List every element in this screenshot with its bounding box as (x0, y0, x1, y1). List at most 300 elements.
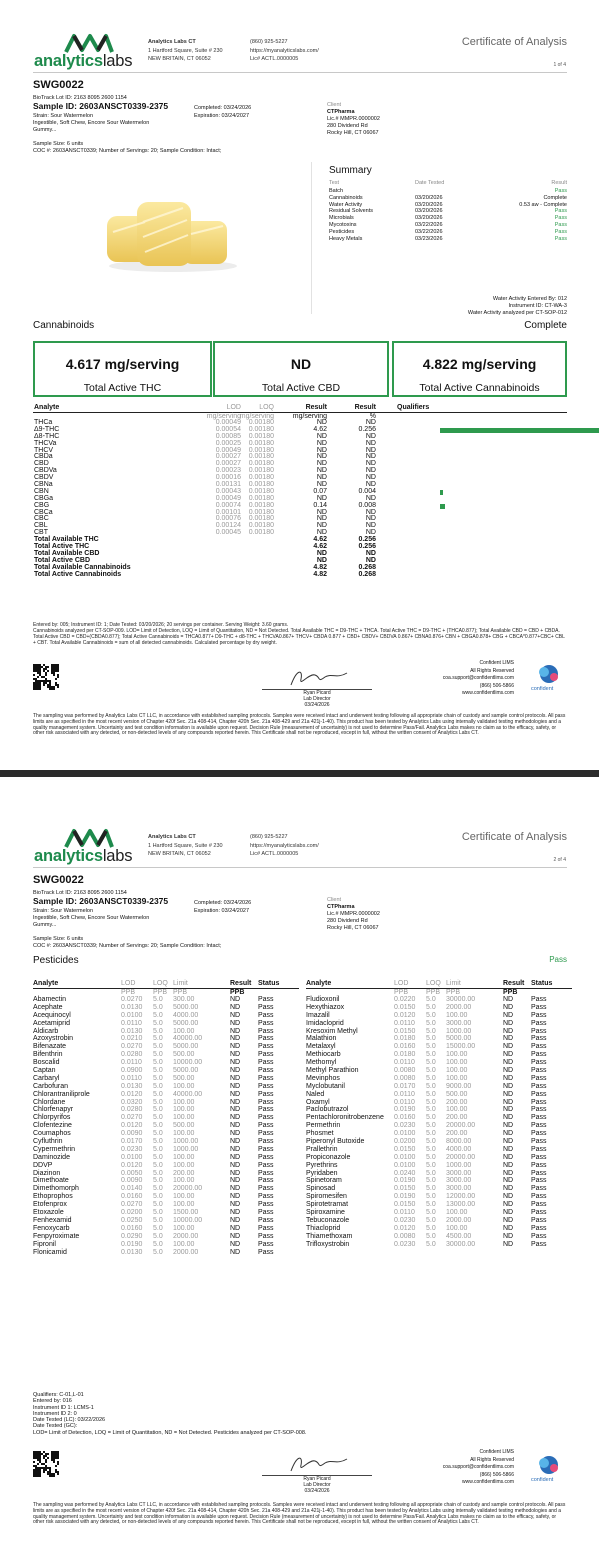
analyte-name: Captan (33, 1067, 56, 1075)
analyte-loq: 0.00180 (248, 432, 274, 440)
analyte-result: ND (230, 1082, 241, 1090)
analyte-lod: 0.0280 (121, 1106, 143, 1114)
pesticide-table-left (33, 980, 299, 1256)
analyte-lod: 0.0270 (121, 1201, 143, 1209)
analyte-name: Chlorantraniliprole (33, 1090, 90, 1098)
biotrack-lot: BioTrack Lot ID: 2163 8095 2600 1154 (33, 890, 127, 896)
lims-email-link[interactable]: coa.support@confidentlims.com (442, 675, 514, 681)
total-result: 4.62 (313, 543, 327, 551)
analyte-loq: 5.0 (153, 1153, 163, 1161)
analyte-lod: 0.0110 (121, 1059, 142, 1067)
analyte-name: Mevinphos (306, 1074, 340, 1082)
pesticides-title: Pesticides (33, 955, 79, 966)
analyte-result: ND (230, 1161, 241, 1169)
analyte-name: Daminozide (33, 1153, 70, 1161)
summary-result: 0.53 aw - Complete (519, 201, 567, 208)
header-analyte: Analyte (33, 980, 59, 987)
analyte-status: Pass (258, 1161, 274, 1169)
total-active-cbd-box: ND Total Active CBD (213, 341, 389, 397)
analyte-lod: 0.0250 (121, 1216, 143, 1224)
result-bar (440, 504, 445, 509)
analyte-name: Azoxystrobin (33, 1035, 74, 1043)
analyte-result: ND (316, 453, 327, 461)
analyte-lod: 0.0160 (394, 1043, 416, 1051)
analyte-name: Prallethrin (306, 1145, 338, 1153)
table-row (33, 1099, 299, 1107)
analyte-percent: ND (365, 522, 376, 530)
analyte-status: Pass (258, 1090, 274, 1098)
analyte-loq: 5.0 (426, 1216, 436, 1224)
analyte-loq: 5.0 (426, 1011, 436, 1019)
header-result: Result (230, 980, 252, 987)
header-loq: LOQ (426, 980, 441, 987)
analyte-name: Pyrethrins (306, 1161, 338, 1169)
analyte-limit: 100.00 (173, 1224, 195, 1232)
analyte-status: Pass (258, 1130, 274, 1138)
analyte-lod: 0.0150 (394, 1027, 416, 1035)
lims-info: Confident LIMS All Rights Reserved coa.support@confidentlims.com (866) 506-5866 www.confidentlims.com (442, 1449, 514, 1485)
unit-label: PPB (173, 989, 188, 996)
total-active-thc-box: 4.617 mg/serving Total Active THC (33, 341, 212, 397)
analyte-name: Tebuconazole (306, 1216, 350, 1224)
analyte-name: CBCa (34, 508, 53, 516)
analyte-name: CBNa (34, 481, 53, 489)
qr-code-icon[interactable] (33, 1451, 59, 1477)
analyte-limit: 9000.00 (446, 1082, 472, 1090)
confident-logo-icon: confident (531, 1455, 567, 1485)
analyte-lod: 0.0170 (121, 1138, 143, 1146)
analyte-result: ND (503, 1216, 514, 1224)
analyte-name: Spinetoram (306, 1177, 342, 1185)
analyte-status: Pass (258, 1240, 274, 1248)
table-row (306, 1043, 572, 1051)
analyte-loq: 5.0 (426, 1098, 436, 1106)
analyte-result: ND (503, 996, 514, 1003)
confident-logo-icon: confident (531, 664, 567, 694)
analyte-result: ND (503, 1003, 514, 1011)
analyte-name: Acequinocyl (33, 1011, 71, 1019)
analyte-loq: 5.0 (426, 1130, 436, 1138)
analyte-loq: 5.0 (426, 1177, 436, 1185)
sample-dates: Completed: 03/24/2026 Expiration: 03/24/2027 (194, 900, 252, 914)
analyte-percent: 0.256 (358, 425, 376, 433)
analyte-limit: 4000.00 (173, 1011, 199, 1019)
analyte-status: Pass (531, 1193, 547, 1201)
analyte-loq: 5.0 (426, 996, 436, 1003)
analyte-lod: 0.0100 (121, 1011, 143, 1019)
analyte-loq: 0.00180 (248, 481, 274, 489)
table-row (306, 1091, 572, 1099)
analyte-name: Methiocarb (306, 1051, 341, 1059)
analyte-name: Malathion (306, 1035, 337, 1043)
analyte-percent: 0.008 (358, 501, 376, 509)
analyte-limit: 2000.00 (173, 1232, 199, 1240)
lims-website-link[interactable]: www.confidentlims.com (462, 1479, 514, 1485)
analyte-lod: 0.00049 (215, 446, 241, 454)
analyte-loq: 5.0 (153, 1232, 163, 1240)
analyte-result: ND (316, 432, 327, 440)
lab-website-link[interactable]: https://myanalyticslabs.com/ (250, 47, 319, 54)
analyte-loq: 0.00180 (248, 487, 274, 495)
sample-size: Sample Size: 6 units COC #: 2603ANSCT0339; Number of Servings: 20; Sample Condition: Intact; (33, 141, 222, 154)
analyte-name: CBG (34, 501, 50, 509)
table-row (306, 1099, 572, 1107)
analyte-lod: 0.0120 (394, 1224, 416, 1232)
analyte-result: ND (503, 1019, 514, 1027)
analyte-loq: 5.0 (153, 1019, 163, 1027)
analyte-result: ND (503, 1185, 514, 1193)
table-row (33, 1162, 299, 1170)
analyte-loq: 0.00180 (248, 529, 274, 537)
analyte-status: Pass (258, 1232, 274, 1240)
total-name: Total Active THC (34, 543, 90, 551)
analyte-limit: 100.00 (446, 1224, 468, 1232)
analyte-lod: 0.0210 (121, 1035, 143, 1043)
analyte-lod: 0.00043 (215, 487, 241, 495)
table-row (33, 496, 567, 503)
analyte-loq: 5.0 (426, 1035, 436, 1043)
lims-email-link[interactable]: coa.support@confidentlims.com (442, 1464, 514, 1470)
table-row (33, 468, 567, 475)
summary-test: Heavy Metals (329, 235, 363, 242)
analyte-loq: 0.00180 (248, 453, 274, 461)
analyte-lod: 0.0110 (394, 1090, 415, 1098)
analyte-limit: 1500.00 (173, 1209, 199, 1217)
summary-row (329, 188, 567, 195)
table-row (306, 1106, 572, 1114)
qr-code-icon[interactable] (33, 664, 59, 690)
analyte-result: ND (503, 1051, 514, 1059)
analyte-limit: 3000.00 (446, 1177, 472, 1185)
analyte-loq: 5.0 (153, 1082, 163, 1090)
analyte-result: ND (503, 1224, 514, 1232)
analyte-name: Bifenthrin (33, 1051, 63, 1059)
analyte-status: Pass (258, 1074, 274, 1082)
analyte-loq: 0.00180 (248, 494, 274, 502)
table-row (306, 1201, 572, 1209)
header-limit: Limit (173, 980, 188, 987)
analyte-name: Abamectin (33, 996, 67, 1003)
analyte-name: Clofentezine (33, 1122, 72, 1130)
analyte-result: ND (230, 1019, 241, 1027)
analyte-limit: 5000.00 (446, 1035, 472, 1043)
analyte-status: Pass (258, 1098, 274, 1106)
analyte-lod: 0.0130 (121, 1082, 143, 1090)
analyte-result: ND (230, 1169, 241, 1177)
analyte-lod: 0.0090 (121, 1177, 143, 1185)
coa-page-2 (0, 795, 599, 1567)
analyte-status: Pass (531, 1201, 547, 1209)
analyte-lod: 0.0110 (121, 1019, 142, 1027)
summary-row (329, 202, 567, 209)
summary-test: Water Activity (329, 201, 363, 208)
table-row (33, 516, 567, 523)
analyte-limit: 1000.00 (446, 1161, 472, 1169)
analyte-limit: 100.00 (446, 1106, 468, 1114)
total-result: 4.82 (313, 570, 327, 578)
table-row (33, 461, 567, 468)
analyte-limit: 100.00 (446, 1059, 468, 1067)
analyte-name: Methomyl (306, 1059, 337, 1067)
analyte-loq: 5.0 (153, 1201, 163, 1209)
analyte-status: Pass (531, 1106, 547, 1114)
analyte-status: Pass (531, 1232, 547, 1240)
lims-website-link[interactable]: www.confidentlims.com (462, 690, 514, 696)
analyte-lod: 0.0900 (121, 1067, 143, 1075)
analyte-result: ND (230, 1201, 241, 1209)
analyte-result: ND (230, 1098, 241, 1106)
summary-date: 03/23/2026 (415, 235, 443, 242)
analyte-lod: 0.00049 (215, 494, 241, 502)
analyte-status: Pass (531, 1027, 547, 1035)
analyte-loq: 5.0 (426, 1185, 436, 1193)
analyte-limit: 500.00 (173, 1074, 195, 1082)
analyte-status: Pass (258, 1145, 274, 1153)
summary-row (329, 195, 567, 202)
analyte-result: ND (503, 1201, 514, 1209)
analyte-status: Pass (531, 1177, 547, 1185)
lab-contact: (860) 925-5227 https://myanalyticslabs.com/ Lic# ACTL.0000005 (250, 834, 319, 857)
analyte-status: Pass (531, 1090, 547, 1098)
table-row (306, 1146, 572, 1154)
analyte-status: Pass (531, 1145, 547, 1153)
analyte-lod: 0.0320 (121, 1098, 143, 1106)
analyte-percent: ND (365, 474, 376, 482)
analyte-status: Pass (531, 1011, 547, 1019)
analyte-loq: 5.0 (153, 1067, 163, 1075)
table-row (306, 1067, 572, 1075)
analyte-loq: 5.0 (426, 1059, 436, 1067)
analyte-status: Pass (531, 1130, 547, 1138)
analyte-lod: 0.00027 (215, 460, 241, 468)
analyte-status: Pass (531, 1209, 547, 1217)
total-row (33, 551, 567, 558)
table-row (33, 1106, 299, 1114)
summary-test: Residual Solvents (329, 208, 374, 215)
analyte-name: Trifloxystrobin (306, 1240, 350, 1248)
table-row (306, 1185, 572, 1193)
analyte-loq: 5.0 (153, 1177, 163, 1185)
analyte-name: Spirotetramat (306, 1201, 349, 1209)
summary-test: Pesticides (329, 228, 355, 235)
analyte-loq: 0.00180 (248, 425, 274, 433)
analyte-result: ND (230, 1114, 241, 1122)
analyte-limit: 30000.00 (446, 996, 476, 1003)
analyte-lod: 0.00085 (215, 432, 241, 440)
analyte-status: Pass (531, 1153, 547, 1161)
cannabinoid-table (33, 404, 567, 578)
analyte-result: ND (316, 481, 327, 489)
table-row (33, 1130, 299, 1138)
page-header (0, 0, 599, 72)
analyte-limit: 500.00 (173, 1051, 195, 1059)
analyte-percent: ND (365, 481, 376, 489)
analyte-limit: 2000.00 (173, 1248, 199, 1256)
analyte-limit: 5000.00 (173, 1019, 199, 1027)
analyte-result: ND (503, 1027, 514, 1035)
analyte-result: ND (316, 467, 327, 475)
analyte-loq: 0.00180 (248, 460, 274, 468)
analyte-loq: 0.00180 (248, 446, 274, 454)
document-title: Certificate of Analysis (461, 831, 567, 843)
analyte-name: CBDa (34, 453, 53, 461)
cannabinoid-notes: Entered by: 005; Instrument ID: 1; Date Tested: 03/20/2026; 20 servings per container. Serving Weight: 3.60 grams. Cannabinoids analyzed per CT-SOP-009. LOD= Limit of Detection, LOQ = Limit of Quantitation, ND = Not Detected. Total Available THC = D9-THC + THCA. Total Active THC = D9-THC + (THCA0.877); Total Available CBD = CBD + CBDA. Total Active CBD = CBD+(CBDA0.877); Total Active Cannabinoids = THCA0.877+ D9-THC + d8-THC + THCVA0.867+ THCV+ CBDA 0.877 + CBD+ CBDV+ CBDVA 0.867+ CBNA0.876+ CBN + CBGA0.878+ CBG + CBCA*0.877+CBC+ CBL + CBT. Total Available Cannabinoids = sum of all detected cannabinoids. Calculated percentage by dry weight. (33, 622, 565, 646)
total-row (33, 572, 567, 579)
table-row (33, 1012, 299, 1020)
analyte-limit: 1000.00 (173, 1145, 199, 1153)
analyte-lod: 0.0110 (394, 1019, 415, 1027)
analyte-result: ND (230, 1145, 241, 1153)
analyte-lod: 0.0160 (121, 1224, 143, 1232)
analyte-lod: 0.0230 (394, 1240, 416, 1248)
table-row (33, 1004, 299, 1012)
lab-website-link[interactable]: https://myanalyticslabs.com/ (250, 842, 319, 849)
analyte-name: CBDV (34, 474, 54, 482)
document-title: Certificate of Analysis (461, 36, 567, 48)
total-row (33, 544, 567, 551)
total-name: Total Active Cannabinoids (34, 570, 122, 578)
total-name: Total Available THC (34, 536, 99, 544)
analyte-name: Pyridaben (306, 1169, 338, 1177)
analyte-result: ND (230, 1043, 241, 1051)
analyte-loq: 5.0 (426, 1201, 436, 1209)
analyte-loq: 5.0 (153, 1059, 163, 1067)
table-row (33, 1241, 299, 1249)
table-row (33, 1028, 299, 1036)
analyte-name: Pentachloronitrobenzene (306, 1114, 384, 1122)
analyte-result: ND (503, 1059, 514, 1067)
lab-address: Analytics Labs CT 1 Hartford Square, Suite # 230 NEW BRITAIN, CT 06052 (148, 39, 223, 62)
analyte-name: Δ9-THC (34, 425, 60, 433)
table-row (33, 503, 567, 510)
total-percent: 0.256 (358, 543, 376, 551)
header-limit: Limit (446, 980, 461, 987)
analyte-loq: 5.0 (153, 1114, 163, 1122)
total-percent: 0.268 (358, 563, 376, 571)
total-percent: 0.268 (358, 570, 376, 578)
sample-name: SWG0022 (33, 79, 84, 91)
analyte-lod: 0.0100 (394, 1161, 416, 1169)
analyte-name: Cypermethrin (33, 1145, 76, 1153)
table-row (306, 1193, 572, 1201)
summary-date: 03/20/2026 (415, 201, 443, 208)
total-percent: ND (365, 556, 376, 564)
total-name: Total Available Cannabinoids (34, 563, 131, 571)
analyte-limit: 4000.00 (446, 1145, 472, 1153)
analyte-loq: 5.0 (153, 1248, 163, 1256)
analyte-result: 0.14 (313, 501, 327, 509)
analyte-loq: 5.0 (426, 1090, 436, 1098)
analyte-result: ND (230, 1106, 241, 1114)
analyte-name: Bifenazate (33, 1043, 67, 1051)
analyte-percent: ND (365, 460, 376, 468)
summary-result: Pass (554, 221, 567, 228)
cannabinoids-status: Complete (524, 320, 567, 331)
analyte-lod: 0.0090 (121, 1130, 143, 1138)
summary-date: 03/20/2026 (415, 208, 443, 215)
analyte-loq: 5.0 (426, 1067, 436, 1075)
analyte-result: ND (503, 1161, 514, 1169)
page-header (0, 795, 599, 867)
analyte-name: Cyfluthrin (33, 1138, 63, 1146)
table-row (33, 441, 567, 448)
analyte-lod: 0.0120 (394, 1011, 416, 1019)
analyte-loq: 5.0 (153, 1224, 163, 1232)
analyte-name: Thiamethoxam (306, 1232, 353, 1240)
analyte-result: ND (316, 515, 327, 523)
analyte-loq: 0.00180 (248, 501, 274, 509)
analyte-percent: ND (365, 419, 376, 426)
analyte-result: ND (230, 1130, 241, 1138)
table-row (33, 420, 567, 427)
analyte-limit: 2000.00 (446, 1003, 472, 1011)
total-percent: ND (365, 549, 376, 557)
analyte-name: Spinosad (306, 1185, 336, 1193)
header-status: Status (258, 980, 280, 987)
analyte-loq: 5.0 (153, 996, 163, 1003)
page-number: 2 of 4 (553, 857, 566, 863)
analyte-loq: 5.0 (426, 1232, 436, 1240)
analyte-limit: 100.00 (173, 1177, 195, 1185)
analyte-name: Imazalil (306, 1011, 330, 1019)
analyte-lod: 0.0130 (121, 1003, 143, 1011)
client-info: Client CTPharma Lic.# MMPR.0000002 280 Dividend Rd Rocky Hill, CT 06067 (327, 102, 380, 136)
analyte-lod: 0.0190 (121, 1240, 143, 1248)
analyte-limit: 20000.00 (173, 1185, 203, 1193)
table-row (306, 1170, 572, 1178)
analyte-name: CBDVa (34, 467, 57, 475)
analyte-loq: 5.0 (426, 1106, 436, 1114)
unit-label: PPB (230, 989, 245, 996)
table-row (306, 1012, 572, 1020)
sample-description: Strain: Sour Watermelon Ingestible, Soft Chew, Encore Sour Watermelon Gummy... (33, 908, 150, 928)
analyte-name: Paclobutrazol (306, 1106, 349, 1114)
analyte-loq: 5.0 (153, 1185, 163, 1193)
analyte-result: ND (503, 1138, 514, 1146)
analyte-name: Dimethoate (33, 1177, 69, 1185)
analyte-limit: 100.00 (173, 1130, 195, 1138)
table-row (33, 1249, 299, 1257)
unit-label: PPB (446, 989, 461, 996)
pesticide-units-row (306, 989, 572, 996)
pesticides-status: Pass (549, 955, 567, 964)
table-row (306, 1004, 572, 1012)
total-result: 4.82 (313, 563, 327, 571)
analyte-limit: 500.00 (173, 1122, 195, 1130)
analyte-result: ND (230, 1122, 241, 1130)
analyte-status: Pass (258, 1114, 274, 1122)
analyte-lod: 0.0100 (394, 1130, 416, 1138)
pesticide-qualifiers: Qualifiers: C-01,L-01 Entered by: 016 Instrument ID 1: LCMS-1 Instrument ID 2: 0 Date Tested (LC): 03/22/2026 Date Tested (GC): LOD= Limit of Detection, LOQ = Limit of Quantitation, ND = Not Detected. Pesticides analyzed per CT-SOP-008. (33, 1392, 307, 1436)
analyte-percent: ND (365, 508, 376, 516)
summary-result: Pass (554, 188, 567, 194)
analyte-name: Spiromesifen (306, 1193, 347, 1201)
analyte-limit: 3000.00 (446, 1019, 472, 1027)
analyte-result: ND (503, 1090, 514, 1098)
analyte-loq: 5.0 (426, 1240, 436, 1248)
table-row (33, 434, 567, 441)
analyte-lod: 0.0150 (394, 1185, 416, 1193)
analyte-limit: 100.00 (173, 1161, 195, 1169)
table-row (306, 1225, 572, 1233)
biotrack-lot: BioTrack Lot ID: 2163 8095 2600 1154 (33, 95, 127, 101)
analyte-loq: 5.0 (426, 1145, 436, 1153)
analyte-lod: 0.00023 (215, 467, 241, 475)
analyte-result: ND (503, 1153, 514, 1161)
table-row (33, 1154, 299, 1162)
analyte-lod: 0.0190 (394, 1177, 416, 1185)
analyte-result: ND (503, 1145, 514, 1153)
